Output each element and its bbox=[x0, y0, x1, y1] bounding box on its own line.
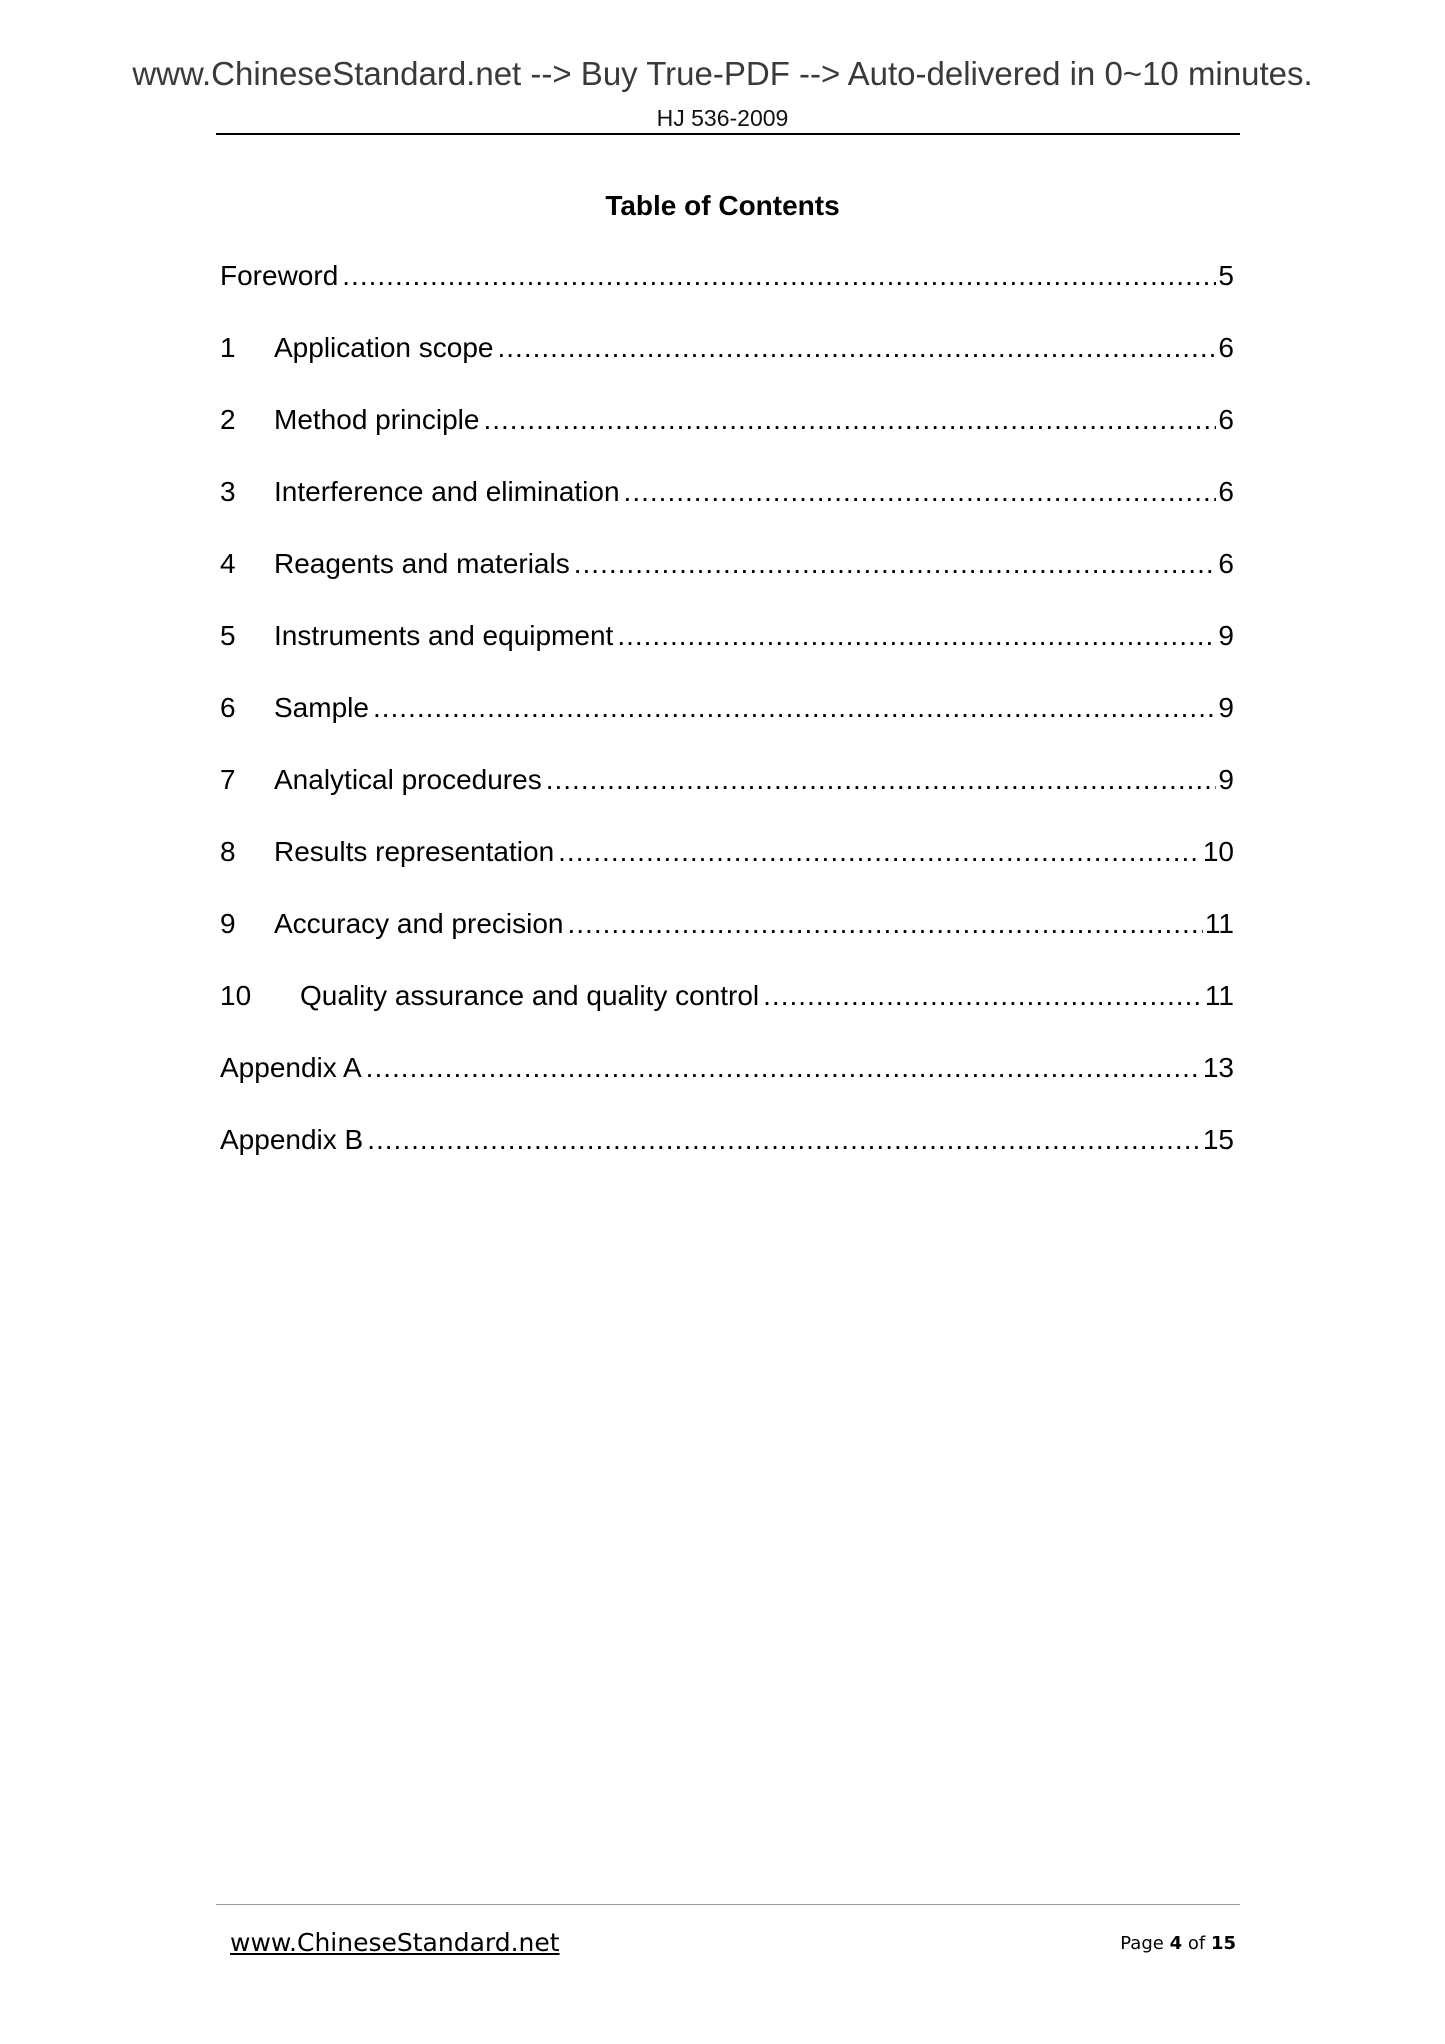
standard-code: HJ 536-2009 bbox=[656, 105, 789, 131]
toc-section-number: 3 bbox=[220, 476, 236, 507]
toc-dot-leader bbox=[558, 834, 1201, 870]
toc-dot-leader bbox=[366, 1050, 1201, 1086]
toc-section-number: 8 bbox=[220, 836, 236, 867]
toc-entry-sample[interactable] bbox=[220, 690, 1234, 762]
toc-section-number: 10 bbox=[220, 980, 252, 1011]
page-prefix: Page bbox=[1120, 1933, 1164, 1954]
toc-entry-title: Results representation bbox=[274, 836, 555, 867]
header-divider bbox=[216, 133, 1240, 135]
page-of: of bbox=[1187, 1933, 1206, 1954]
page-current: 4 bbox=[1169, 1933, 1183, 1954]
toc-page-number: 11 bbox=[1204, 980, 1234, 1011]
footer-divider bbox=[216, 1904, 1240, 1905]
toc-section-number: 5 bbox=[220, 620, 236, 651]
toc-dot-leader bbox=[574, 546, 1217, 582]
toc-entry-interference[interactable] bbox=[220, 474, 1234, 546]
toc-entry-title: Accuracy and precision bbox=[274, 908, 564, 939]
toc-dot-leader bbox=[624, 474, 1217, 510]
toc-dot-leader bbox=[546, 762, 1217, 798]
toc-entry-title: Analytical procedures bbox=[274, 764, 542, 795]
toc-dot-leader bbox=[483, 402, 1216, 438]
toc-page-number: 5 bbox=[1218, 260, 1234, 291]
toc-dot-leader bbox=[367, 1122, 1201, 1158]
toc-entry-reagents[interactable] bbox=[220, 546, 1234, 618]
footer-site-link[interactable]: www.ChineseStandard.net bbox=[230, 1928, 560, 1957]
toc-dot-leader bbox=[617, 618, 1216, 654]
toc-section-number: 2 bbox=[220, 404, 236, 435]
toc-entry-title: Instruments and equipment bbox=[274, 620, 614, 651]
toc-entry-title: Interference and elimination bbox=[274, 476, 620, 507]
toc-section-number: 4 bbox=[220, 548, 236, 579]
toc-title: Table of Contents bbox=[605, 190, 840, 221]
site-banner[interactable]: www.ChineseStandard.net --> Buy True-PDF --> Auto-delivered in 0~10 minutes. bbox=[132, 55, 1313, 92]
toc-entry-appendix-a[interactable] bbox=[220, 1050, 1234, 1122]
toc-entry-title: Method principle bbox=[274, 404, 480, 435]
toc-dot-leader bbox=[373, 690, 1216, 726]
toc-page-number: 6 bbox=[1218, 476, 1234, 507]
toc-dot-leader bbox=[342, 258, 1216, 294]
toc-page-number: 9 bbox=[1218, 692, 1234, 723]
toc-entry-results[interactable] bbox=[220, 834, 1234, 906]
toc-entry-method-principle[interactable] bbox=[220, 402, 1234, 474]
footer-page-indicator bbox=[1120, 1932, 1236, 1956]
toc-section-number: 7 bbox=[220, 764, 236, 795]
toc-entry-title: Reagents and materials bbox=[274, 548, 570, 579]
toc-page-number: 15 bbox=[1202, 1124, 1234, 1155]
toc-entry-instruments[interactable] bbox=[220, 618, 1234, 690]
toc-page-number: 11 bbox=[1204, 908, 1234, 939]
toc-entry-application-scope[interactable] bbox=[220, 330, 1234, 402]
toc-entry-title: Appendix B bbox=[220, 1124, 364, 1155]
toc-dot-leader bbox=[497, 330, 1216, 366]
toc-entry-foreword[interactable] bbox=[220, 258, 1234, 330]
toc-entry-accuracy[interactable] bbox=[220, 906, 1234, 978]
toc-entry-quality-assurance[interactable] bbox=[220, 978, 1234, 1050]
toc-entry-appendix-b[interactable] bbox=[220, 1122, 1234, 1194]
toc-entry-title: Foreword bbox=[220, 260, 339, 291]
toc-entry-title: Sample bbox=[274, 692, 369, 723]
toc-section-number: 1 bbox=[220, 332, 236, 363]
toc-dot-leader bbox=[567, 906, 1202, 942]
table-of-contents bbox=[220, 258, 1234, 1194]
toc-page-number: 6 bbox=[1218, 332, 1234, 363]
toc-entry-title: Quality assurance and quality control bbox=[300, 980, 760, 1011]
toc-page-number: 6 bbox=[1218, 404, 1234, 435]
toc-entry-analytical-procedures[interactable] bbox=[220, 762, 1234, 834]
toc-page-number: 9 bbox=[1218, 764, 1234, 795]
toc-dot-leader bbox=[763, 978, 1203, 1014]
toc-section-number: 9 bbox=[220, 908, 236, 939]
toc-page-number: 13 bbox=[1202, 1052, 1234, 1083]
page-total: 15 bbox=[1210, 1933, 1236, 1954]
toc-entry-title: Application scope bbox=[274, 332, 494, 363]
toc-section-number: 6 bbox=[220, 692, 236, 723]
toc-page-number: 10 bbox=[1202, 836, 1234, 867]
toc-entry-title: Appendix A bbox=[220, 1052, 362, 1083]
toc-page-number: 9 bbox=[1218, 620, 1234, 651]
toc-page-number: 6 bbox=[1218, 548, 1234, 579]
